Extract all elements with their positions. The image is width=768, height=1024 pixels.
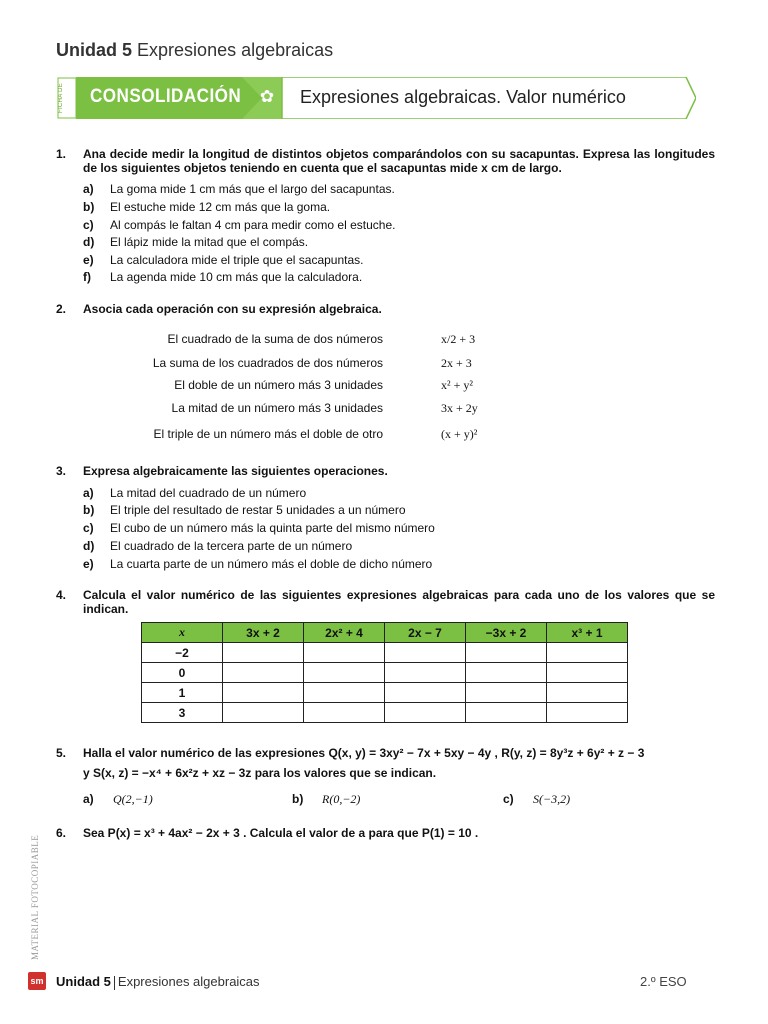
sm-logo: sm <box>28 972 46 990</box>
answer-cell[interactable] <box>304 643 385 663</box>
option-text: Q(2,−1) <box>113 792 153 806</box>
item-text: El cubo de un número más la quinta parte del mismo número <box>110 521 435 535</box>
q3-item-d <box>83 539 352 553</box>
table-header-row <box>142 623 628 643</box>
item-label: a) <box>83 486 94 500</box>
q1-item-f <box>83 270 362 284</box>
footer-divider <box>114 976 115 990</box>
item-text: El triple del resultado de restar 5 unidades a un número <box>110 503 406 517</box>
answer-cell[interactable] <box>385 683 466 703</box>
q5-line2: y S(x, z) = −x⁴ + 6x²z + xz − 3z para los valores que se indican. <box>83 766 437 780</box>
q5-line1: Halla el valor numérico de las expresiones Q(x, y) = 3xy² − 7x + 5xy − 4y , R(y, z) = 8y³z + 6y² + z − 3 <box>83 746 645 760</box>
answer-cell[interactable] <box>223 703 304 723</box>
q3-item-a <box>83 486 306 500</box>
table-row <box>142 663 628 683</box>
q5-number: 5. <box>56 746 67 760</box>
option-label: a) <box>83 792 94 806</box>
option-text: S(−3,2) <box>533 792 571 806</box>
table-row-value: 1 <box>142 683 223 703</box>
item-label: e) <box>83 253 94 267</box>
banner-title: Expresiones algebraicas. Valor numérico <box>300 87 626 107</box>
item-text: La goma mide 1 cm más que el largo del sacapuntas. <box>110 182 395 196</box>
q2-left-0: El cuadrado de la suma de dos números <box>167 332 383 346</box>
q2-right-4: (x + y)² <box>441 427 478 441</box>
table-row-value: 3 <box>142 703 223 723</box>
q1-item-c <box>83 218 395 232</box>
item-label: d) <box>83 539 95 553</box>
answer-cell[interactable] <box>466 663 547 683</box>
q2-right-1: 2x + 3 <box>441 356 472 370</box>
answer-cell[interactable] <box>223 643 304 663</box>
values-table <box>141 622 628 723</box>
footer-level: 2.º ESO <box>640 974 687 989</box>
item-label: d) <box>83 235 95 249</box>
item-label: a) <box>83 182 94 196</box>
answer-cell[interactable] <box>304 663 385 683</box>
table-header-cell: 2x − 7 <box>385 623 466 643</box>
q1-text: Ana decide medir la longitud de distintos objetos comparándolos con su sacapuntas. Expresa las longitudes de los siguientes objetos teniendo en cuenta que el sacapuntas mide x cm de largo. <box>83 147 715 175</box>
q3-number: 3. <box>56 464 67 478</box>
item-text: La mitad del cuadrado de un número <box>110 486 307 500</box>
q2-right-3: 3x + 2y <box>441 401 478 415</box>
table-header-cell: x <box>142 623 223 643</box>
item-label: b) <box>83 200 95 214</box>
q1-number: 1. <box>56 147 67 161</box>
q4-number: 4. <box>56 588 67 602</box>
item-label: b) <box>83 503 95 517</box>
answer-cell[interactable] <box>304 703 385 723</box>
table-row <box>142 703 628 723</box>
q1-item-d <box>83 235 308 249</box>
item-text: El lápiz mide la mitad que el compás. <box>110 235 309 249</box>
banner-label: CONSOLIDACIÓN <box>90 86 242 107</box>
item-text: La cuarta parte de un número más el doble de dicho número <box>110 557 433 571</box>
q2-right-0: x/2 + 3 <box>441 332 476 346</box>
table-header-cell: 2x² + 4 <box>304 623 385 643</box>
answer-cell[interactable] <box>547 683 628 703</box>
item-label: c) <box>83 521 94 535</box>
unit-name: Expresiones algebraicas <box>137 40 334 60</box>
q3-item-e <box>83 557 432 571</box>
item-label: f) <box>83 270 91 284</box>
item-text: El cuadrado de la tercera parte de un número <box>110 539 353 553</box>
photocopiable-label: MATERIAL FOTOCOPIABLE <box>30 834 40 960</box>
option-text: R(0,−2) <box>322 792 361 806</box>
ficha-label: FICHA DE <box>58 82 64 114</box>
q2-left-2: El doble de un número más 3 unidades <box>174 378 383 392</box>
answer-cell[interactable] <box>547 643 628 663</box>
q5-option-b <box>292 792 360 807</box>
item-label: e) <box>83 557 94 571</box>
footer-unit <box>56 974 260 990</box>
table-header-cell: 3x + 2 <box>223 623 304 643</box>
table-row <box>142 683 628 703</box>
unit-number: Unidad 5 <box>56 40 133 60</box>
q3-item-c <box>83 521 435 535</box>
answer-cell[interactable] <box>223 663 304 683</box>
q2-left-3: La mitad de un número más 3 unidades <box>171 401 383 415</box>
answer-cell[interactable] <box>385 663 466 683</box>
item-text: El estuche mide 12 cm más que la goma. <box>110 200 331 214</box>
table-header-cell: x³ + 1 <box>547 623 628 643</box>
q4-text: Calcula el valor numérico de las siguientes expresiones algebraicas para cada uno de los valores que se indican. <box>83 588 715 616</box>
footer-unit-number: Unidad 5 <box>56 974 111 989</box>
q2-right-2: x² + y² <box>441 378 473 392</box>
q5-option-a <box>83 792 153 807</box>
answer-cell[interactable] <box>466 703 547 723</box>
answer-cell[interactable] <box>466 643 547 663</box>
q2-left-4: El triple de un número más el doble de otro <box>153 427 383 441</box>
item-label: c) <box>83 218 94 232</box>
answer-cell[interactable] <box>547 703 628 723</box>
q5-option-c <box>503 792 570 807</box>
option-label: b) <box>292 792 304 806</box>
answer-cell[interactable] <box>385 703 466 723</box>
item-text: La calculadora mide el triple que el sacapuntas. <box>110 253 364 267</box>
option-label: c) <box>503 792 514 806</box>
q2-left-1: La suma de los cuadrados de dos números <box>152 356 383 370</box>
table-header-cell: −3x + 2 <box>466 623 547 643</box>
answer-cell[interactable] <box>223 683 304 703</box>
unit-title <box>56 40 333 61</box>
answer-cell[interactable] <box>466 683 547 703</box>
q1-item-a <box>83 182 395 196</box>
answer-cell[interactable] <box>385 643 466 663</box>
answer-cell[interactable] <box>547 663 628 683</box>
q1-item-e <box>83 253 364 267</box>
footer-unit-name: Expresiones algebraicas <box>117 974 260 989</box>
q2-number: 2. <box>56 302 67 316</box>
q2-text: Asocia cada operación con su expresión algebraica. <box>83 302 382 316</box>
item-text: La agenda mide 10 cm más que la calculadora. <box>110 270 363 284</box>
q6-text: Sea P(x) = x³ + 4ax² − 2x + 3 . Calcula el valor de a para que P(1) = 10 . <box>83 826 479 840</box>
q1-item-b <box>83 200 330 214</box>
gear-icon: ✿ <box>259 87 275 106</box>
table-row-value: −2 <box>142 643 223 663</box>
item-text: Al compás le faltan 4 cm para medir como el estuche. <box>110 218 396 232</box>
q3-item-b <box>83 503 406 517</box>
q3-text: Expresa algebraicamente las siguientes operaciones. <box>83 464 388 478</box>
table-row-value: 0 <box>142 663 223 683</box>
q6-number: 6. <box>56 826 67 840</box>
table-row <box>142 643 628 663</box>
answer-cell[interactable] <box>304 683 385 703</box>
